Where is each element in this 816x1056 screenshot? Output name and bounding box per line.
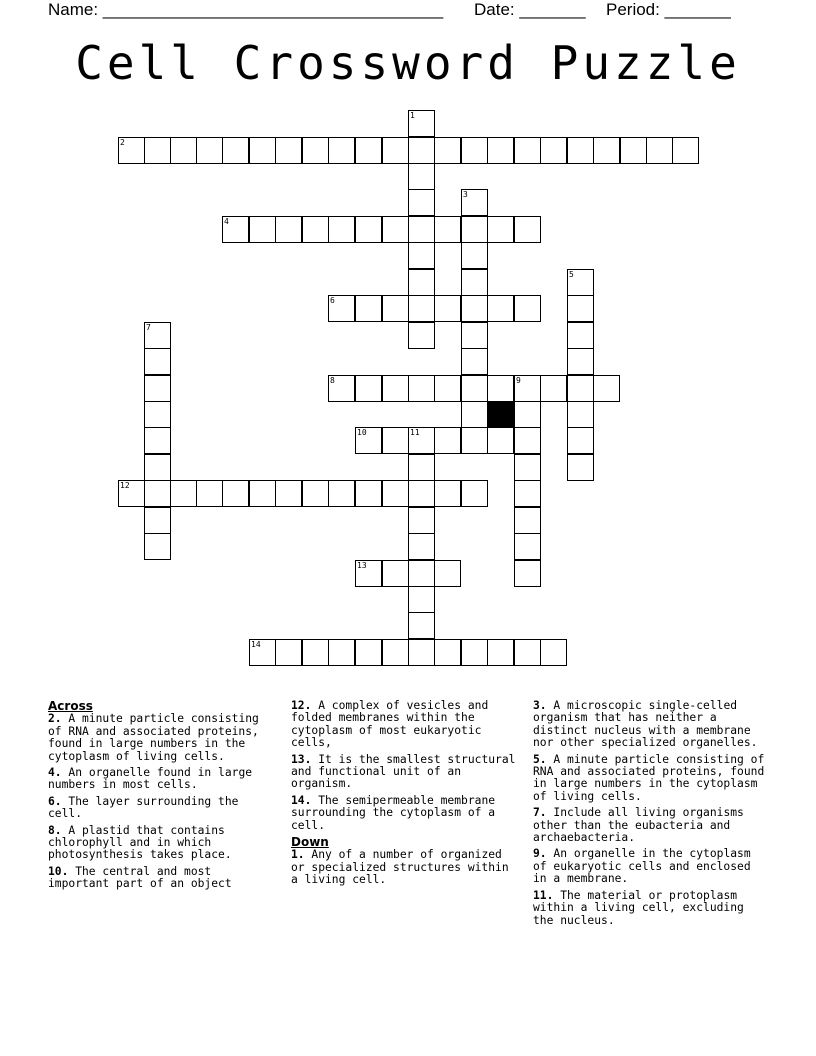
- crossword-cell[interactable]: [434, 480, 461, 507]
- crossword-cell[interactable]: [328, 137, 355, 164]
- crossword-cell[interactable]: [249, 639, 276, 666]
- crossword-cell[interactable]: [144, 375, 171, 402]
- clue-number: 3.: [533, 699, 547, 712]
- clue-number: 8: [330, 376, 335, 385]
- crossword-cell[interactable]: [144, 322, 171, 349]
- clue-text: The material or protoplasm within a living cell, excluding the nucleus.: [533, 888, 744, 927]
- clue-number: 5: [569, 270, 574, 279]
- black-cell: [487, 401, 514, 428]
- crossword-cell[interactable]: [408, 242, 435, 269]
- crossword-cell[interactable]: [144, 137, 171, 164]
- page-title: Cell Crossword Puzzle: [75, 36, 741, 90]
- crossword-cell[interactable]: [620, 137, 647, 164]
- clue-text: A plastid that contains chlorophyll and in which photosynthesis takes place.: [48, 823, 232, 862]
- clue-number: 11: [410, 428, 420, 437]
- clue-item: [48, 713, 278, 763]
- crossword-cell[interactable]: [593, 375, 620, 402]
- crossword-cell[interactable]: [461, 137, 488, 164]
- crossword-cell[interactable]: [461, 322, 488, 349]
- clue-text: The semipermeable membrane surrounding the cytoplasm of a cell.: [291, 793, 496, 832]
- crossword-cell[interactable]: [144, 427, 171, 454]
- crossword-cell[interactable]: [355, 639, 382, 666]
- crossword-cell[interactable]: [382, 216, 409, 243]
- clue-number: 13.: [291, 752, 312, 766]
- name-field[interactable]: Name: ____________________________________: [48, 0, 444, 19]
- crossword-cell[interactable]: [461, 295, 488, 322]
- crossword-cell[interactable]: [408, 533, 435, 560]
- crossword-cell[interactable]: [144, 454, 171, 481]
- crossword-cell[interactable]: [461, 269, 488, 296]
- clue-number: 7.: [533, 806, 547, 820]
- clue-number: 10: [357, 428, 367, 437]
- clue-number: 14.: [291, 793, 312, 807]
- crossword-cell[interactable]: [514, 295, 541, 322]
- crossword-cell[interactable]: [408, 480, 435, 507]
- crossword-cell[interactable]: [461, 216, 488, 243]
- crossword-cell[interactable]: [514, 480, 541, 507]
- crossword-cell[interactable]: [514, 427, 541, 454]
- crossword-cell[interactable]: [355, 137, 382, 164]
- crossword-cell[interactable]: [222, 137, 249, 164]
- crossword-cell[interactable]: [434, 216, 461, 243]
- crossword-cell[interactable]: [170, 137, 197, 164]
- crossword-cell[interactable]: [302, 480, 329, 507]
- crossword-cell[interactable]: [408, 612, 435, 639]
- crossword-cell[interactable]: [408, 639, 435, 666]
- crossword-cell[interactable]: [567, 454, 594, 481]
- clue-text: Include all living organisms other than the eubacteria and archaebacteria.: [533, 806, 744, 845]
- crossword-cell[interactable]: [408, 322, 435, 349]
- crossword-cell[interactable]: [408, 269, 435, 296]
- date-field[interactable]: Date: _______: [474, 0, 586, 19]
- clue-item: [291, 700, 521, 750]
- crossword-cell[interactable]: [408, 454, 435, 481]
- crossword-cell[interactable]: [567, 295, 594, 322]
- crossword-cell[interactable]: [408, 507, 435, 534]
- crossword-cell[interactable]: [567, 375, 594, 402]
- crossword-cell[interactable]: [540, 137, 567, 164]
- clue-number: 10.: [48, 864, 69, 878]
- clue-item: [48, 767, 278, 792]
- crossword-cell[interactable]: [461, 639, 488, 666]
- crossword-cell[interactable]: [487, 295, 514, 322]
- crossword-cell[interactable]: [382, 560, 409, 587]
- clue-number: 7: [146, 323, 151, 332]
- crossword-cell[interactable]: [461, 242, 488, 269]
- clue-number: 3: [463, 190, 468, 199]
- crossword-cell[interactable]: [408, 586, 435, 613]
- clue-text: Any of a number of organized or specialized structures within a living cell.: [291, 848, 509, 887]
- crossword-cell[interactable]: [514, 375, 541, 402]
- clues-column-1: [48, 700, 278, 895]
- clue-text: A microscopic single-celled organism that has neither a distinct nucleus with a membrane nor other specialized organelles.: [533, 699, 758, 750]
- crossword-cell[interactable]: [382, 480, 409, 507]
- crossword-cell[interactable]: [593, 137, 620, 164]
- crossword-cell[interactable]: [514, 639, 541, 666]
- crossword-cell[interactable]: [408, 163, 435, 190]
- crossword-cell[interactable]: [434, 427, 461, 454]
- clue-text: A minute particle consisting of RNA and associated proteins, found in large numbers in the cytoplasm of living cells.: [533, 752, 765, 803]
- clue-number: 5.: [533, 752, 547, 766]
- crossword-cell[interactable]: [434, 639, 461, 666]
- clue-number: 14: [251, 640, 261, 649]
- crossword-cell[interactable]: [355, 480, 382, 507]
- crossword-cell[interactable]: [275, 639, 302, 666]
- crossword-cell[interactable]: [118, 137, 145, 164]
- crossword-cell[interactable]: [408, 216, 435, 243]
- clue-number: 6: [330, 296, 335, 305]
- crossword-cell[interactable]: [144, 533, 171, 560]
- crossword-cell[interactable]: [567, 348, 594, 375]
- crossword-cell[interactable]: [567, 401, 594, 428]
- crossword-cell[interactable]: [408, 427, 435, 454]
- clue-item: [533, 700, 765, 750]
- clue-item: [48, 866, 278, 891]
- crossword-cell[interactable]: [408, 137, 435, 164]
- crossword-cell[interactable]: [144, 480, 171, 507]
- crossword-cell[interactable]: [514, 507, 541, 534]
- crossword-cell[interactable]: [434, 375, 461, 402]
- crossword-cell[interactable]: [275, 137, 302, 164]
- clue-text: An organelle in the cytoplasm of eukaryotic cells and enclosed in a membrane.: [533, 847, 751, 886]
- clue-number: 11.: [533, 888, 554, 902]
- crossword-cell[interactable]: [408, 110, 435, 137]
- crossword-cell[interactable]: [355, 427, 382, 454]
- clue-text: The layer surrounding the cell.: [48, 794, 239, 821]
- crossword-cell[interactable]: [328, 375, 355, 402]
- crossword-cell[interactable]: [487, 375, 514, 402]
- clue-text: An organelle found in large numbers in most cells.: [48, 766, 253, 792]
- clue-number: 1: [410, 111, 415, 120]
- crossword-cell[interactable]: [222, 216, 249, 243]
- clue-number: 6.: [48, 794, 62, 808]
- crossword-cell[interactable]: [275, 216, 302, 243]
- crossword-cell[interactable]: [196, 137, 223, 164]
- crossword-cell[interactable]: [514, 533, 541, 560]
- clue-number: 4: [224, 217, 229, 226]
- clue-item: [533, 807, 765, 844]
- crossword-cell[interactable]: [646, 137, 673, 164]
- clue-number: 1.: [291, 848, 305, 862]
- crossword-cell[interactable]: [567, 269, 594, 296]
- crossword-cell[interactable]: [487, 639, 514, 666]
- crossword-cell[interactable]: [302, 137, 329, 164]
- crossword-cell[interactable]: [461, 348, 488, 375]
- crossword-cell[interactable]: [328, 480, 355, 507]
- clue-item: [533, 848, 765, 885]
- clues-column-3: [533, 700, 765, 931]
- clue-item: [48, 825, 278, 862]
- crossword-cell[interactable]: [328, 639, 355, 666]
- clue-text: A complex of vesicles and folded membranes within the cytoplasm of most eukaryotic cells,: [291, 699, 489, 750]
- across-heading: Across: [48, 699, 93, 713]
- clue-item: [291, 795, 521, 832]
- crossword-cell[interactable]: [434, 137, 461, 164]
- crossword-cell[interactable]: [328, 216, 355, 243]
- crossword-cell[interactable]: [487, 427, 514, 454]
- crossword-cell[interactable]: [170, 480, 197, 507]
- crossword-cell[interactable]: [275, 480, 302, 507]
- crossword-cell[interactable]: [382, 427, 409, 454]
- crossword-cell[interactable]: [355, 216, 382, 243]
- crossword-cell[interactable]: [144, 348, 171, 375]
- crossword-cell[interactable]: [514, 216, 541, 243]
- crossword-cell[interactable]: [567, 427, 594, 454]
- crossword-cell[interactable]: [461, 401, 488, 428]
- crossword-cell[interactable]: [487, 216, 514, 243]
- clue-number: 2: [120, 138, 125, 147]
- crossword-cell[interactable]: [408, 295, 435, 322]
- crossword-cell[interactable]: [118, 480, 145, 507]
- crossword-cell[interactable]: [514, 560, 541, 587]
- crossword-cell[interactable]: [461, 375, 488, 402]
- crossword-cell[interactable]: [144, 507, 171, 534]
- crossword-cell[interactable]: [382, 639, 409, 666]
- crossword-cell[interactable]: [540, 375, 567, 402]
- clue-number: 12: [120, 481, 130, 490]
- crossword-cell[interactable]: [249, 216, 276, 243]
- clue-item: [533, 890, 765, 927]
- crossword-cell[interactable]: [249, 480, 276, 507]
- crossword-cell[interactable]: [567, 322, 594, 349]
- clue-number: 2.: [48, 712, 62, 726]
- crossword-cell[interactable]: [672, 137, 699, 164]
- crossword-cell[interactable]: [355, 375, 382, 402]
- clue-number: 4.: [48, 766, 62, 780]
- crossword-cell[interactable]: [355, 560, 382, 587]
- crossword-cell[interactable]: [355, 295, 382, 322]
- crossword-cell[interactable]: [434, 295, 461, 322]
- crossword-cell[interactable]: [328, 295, 355, 322]
- crossword-cell[interactable]: [408, 189, 435, 216]
- clue-text: A minute particle consisting of RNA and associated proteins, found in large numbers in the cytoplasm of living cells.: [48, 712, 259, 763]
- crossword-cell[interactable]: [382, 137, 409, 164]
- crossword-cell[interactable]: [249, 137, 276, 164]
- crossword-cell[interactable]: [540, 639, 567, 666]
- crossword-cell[interactable]: [302, 639, 329, 666]
- clue-item: [291, 849, 521, 886]
- crossword-cell[interactable]: [567, 137, 594, 164]
- crossword-cell[interactable]: [196, 480, 223, 507]
- clue-number: 13: [357, 561, 367, 570]
- crossword-cell[interactable]: [514, 401, 541, 428]
- crossword-cell[interactable]: [434, 560, 461, 587]
- down-heading: Down: [291, 835, 329, 850]
- clue-text: The central and most important part of an object: [48, 864, 232, 891]
- crossword-cell[interactable]: [487, 137, 514, 164]
- crossword-cell[interactable]: [382, 375, 409, 402]
- clue-number: 8.: [48, 823, 62, 837]
- crossword-cell[interactable]: [302, 216, 329, 243]
- clues-column-2: [291, 700, 521, 891]
- crossword-cell[interactable]: [514, 454, 541, 481]
- clue-item: [291, 754, 521, 791]
- clue-number: 12.: [291, 699, 312, 712]
- clue-number: 9.: [533, 847, 547, 861]
- crossword-cell[interactable]: [514, 137, 541, 164]
- crossword-cell[interactable]: [461, 480, 488, 507]
- crossword-cell[interactable]: [144, 401, 171, 428]
- crossword-cell[interactable]: [408, 375, 435, 402]
- clue-number: 9: [516, 376, 521, 385]
- crossword-cell[interactable]: [461, 189, 488, 216]
- period-field[interactable]: Period: _______: [606, 0, 731, 19]
- crossword-cell[interactable]: [461, 427, 488, 454]
- crossword-cell[interactable]: [222, 480, 249, 507]
- clue-item: [533, 754, 765, 804]
- crossword-cell[interactable]: [382, 295, 409, 322]
- crossword-cell[interactable]: [408, 560, 435, 587]
- clue-text: It is the smallest structural and functional unit of an organism.: [291, 752, 516, 791]
- clue-item: [48, 796, 278, 821]
